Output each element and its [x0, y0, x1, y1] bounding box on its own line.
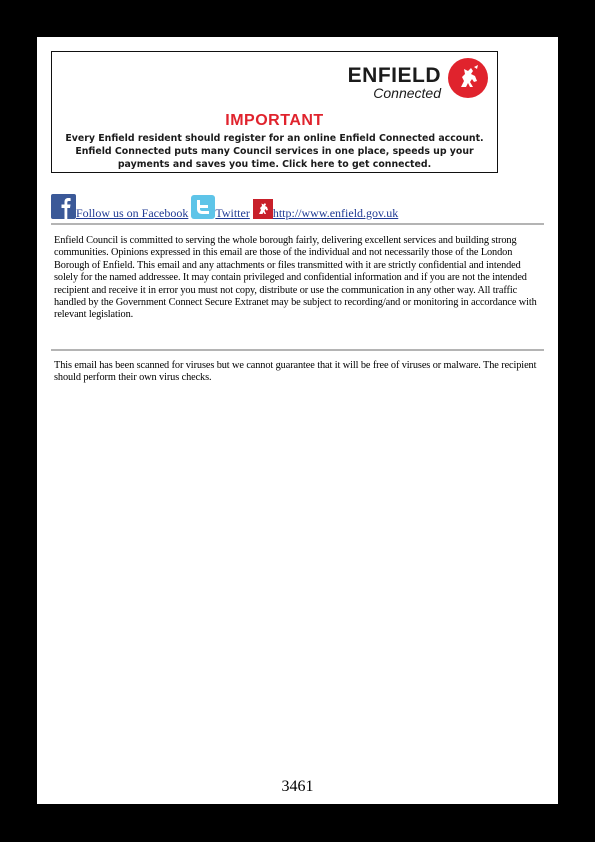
twitter-icon[interactable] [191, 195, 215, 219]
brand-name: ENFIELD [347, 64, 441, 87]
virus-notice: This email has been scanned for viruses but we cannot guarantee that it will be free of viruses or malware. The recipient should perform their own virus checks. [54, 360, 537, 384]
facebook-icon[interactable] [51, 194, 76, 219]
brand-subtitle: Connected [373, 85, 441, 101]
divider [51, 223, 544, 225]
notice-line: Every Enfield resident should register for an online Enfield Connected account. [65, 133, 484, 144]
enfield-connected-banner[interactable] [51, 51, 498, 173]
facebook-link[interactable]: Follow us on Facebook [76, 206, 189, 220]
enfield-crest-icon [447, 57, 489, 99]
twitter-link[interactable]: Twitter [215, 206, 250, 220]
banner-notice [62, 132, 487, 171]
enfield-connected-logo [348, 65, 441, 100]
divider [51, 349, 544, 351]
confidentiality-disclaimer: Enfield Council is committed to serving the whole borough fairly, delivering excellent services and building strong communities. Opinions expressed in this email are those of the individual and not necessarily those of the London Borough of Enfield. This email and any attachments or files transmitted with it are strictly confidential and intended solely for the named addressee. It may contain privileged and confidential information and if you are not the intended recipient and receive it in error you must not copy, distribute or use the communication in any other way. All traffic handled by the Government Connect Secure Extranet may be subject to recording/and or monitoring in accordance with relevant legislation. [54, 235, 537, 321]
enfield-crest-icon[interactable] [253, 199, 273, 219]
page-number: 3461 [281, 778, 314, 795]
notice-line: Enfield Connected puts many Council services in one place, speeds up your [75, 146, 474, 157]
document-page [37, 37, 558, 804]
important-heading: IMPORTANT [225, 112, 324, 129]
notice-line: payments and saves you time. Click here to get connected. [117, 159, 432, 170]
website-link[interactable]: http://www.enfield.gov.uk [272, 206, 399, 220]
social-links [51, 191, 401, 219]
